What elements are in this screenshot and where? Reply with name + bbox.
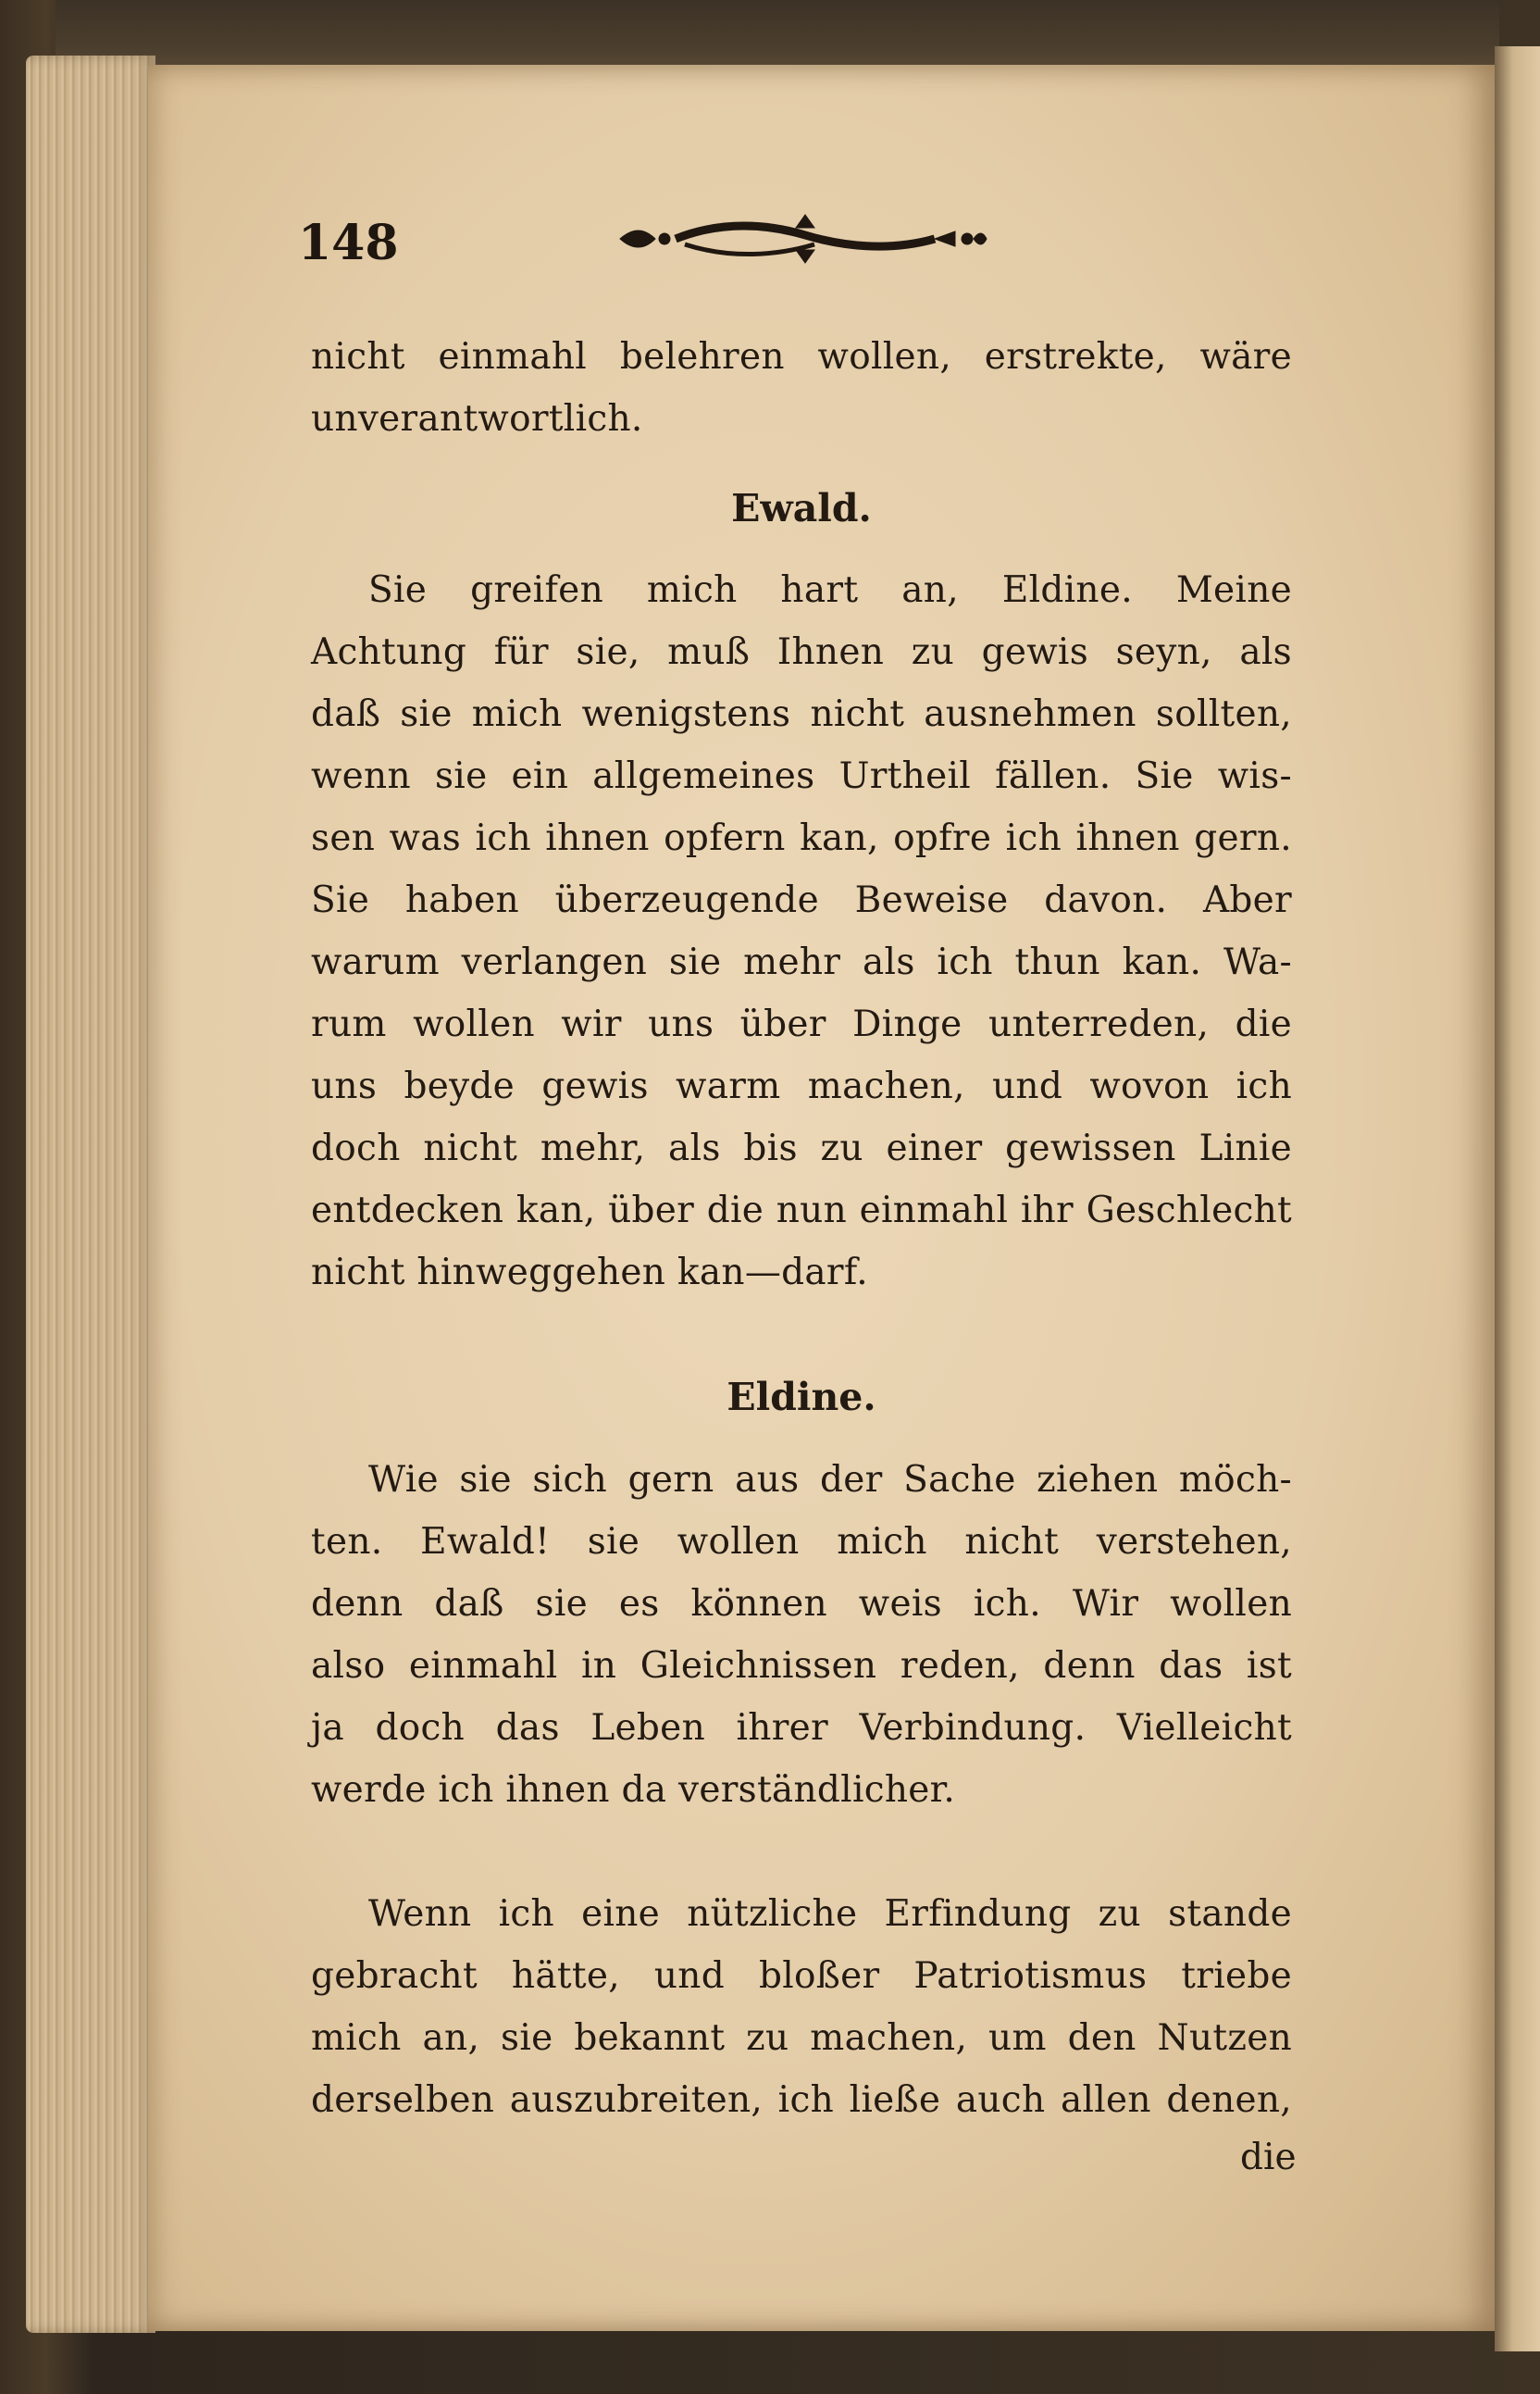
text-line: entdecken kan, über die nun einmahl ihr Geschlecht xyxy=(311,1190,1292,1231)
text-continuation xyxy=(311,326,1292,450)
text-paragraph xyxy=(311,1449,1292,1821)
book-cover-board xyxy=(56,0,1499,74)
adjacent-page-edge xyxy=(1495,46,1540,2351)
text-line: sen was ich ihnen opfern kan, opfre ich ihnen gern. xyxy=(311,817,1292,859)
text-line: daß sie mich wenigstens nicht ausnehmen sollten, xyxy=(311,693,1292,735)
catchword: die xyxy=(1240,2137,1297,2178)
text-line: nicht hinweggehen kan—darf. xyxy=(311,1252,868,1293)
text-line: ten. Ewald! sie wollen mich nicht verstehen, xyxy=(311,1521,1292,1563)
text-line: Sie greifen mich hart an, Eldine. Meine xyxy=(368,569,1292,611)
text-line: wenn sie ein allgemeines Urtheil fällen. Sie wis- xyxy=(311,755,1292,797)
text-line: uns beyde gewis warm machen, und wovon ich xyxy=(311,1066,1292,1107)
text-line: ja doch das Leben ihrer Verbindung. Vielleicht xyxy=(311,1707,1292,1749)
text-line: derselben auszubreiten, ich ließe auch allen denen, xyxy=(311,2079,1292,2121)
speaker-heading: Eldine. xyxy=(727,1375,876,1419)
text-line: rum wollen wir uns über Dinge unterreden, die xyxy=(311,1004,1292,1045)
text-line: mich an, sie bekannt zu machen, um den Nutzen xyxy=(311,2017,1292,2059)
decorative-vine-ornament-icon xyxy=(611,211,990,267)
page-edges xyxy=(26,56,155,2333)
speaker-heading: Ewald. xyxy=(731,486,872,530)
text-line: nicht einmahl belehren wollen, erstrekte, wäre xyxy=(311,336,1292,378)
text-line: gebracht hätte, und bloßer Patriotismus triebe xyxy=(311,1955,1292,1997)
text-line: denn daß sie es können weis ich. Wir wollen xyxy=(311,1583,1292,1625)
text-line: unverantwortlich. xyxy=(311,398,643,440)
text-line: werde ich ihnen da verständlicher. xyxy=(311,1769,956,1811)
page-number: 148 xyxy=(298,215,399,271)
text-line: Sie haben überzeugende Beweise davon. Aber xyxy=(311,879,1292,921)
text-line: Achtung für sie, muß Ihnen zu gewis seyn, als xyxy=(311,631,1292,673)
text-line: warum verlangen sie mehr als ich thun kan. Wa- xyxy=(311,941,1292,983)
text-line: Wie sie sich gern aus der Sache ziehen möch- xyxy=(368,1459,1292,1501)
text-line: also einmahl in Gleichnissen reden, denn das ist xyxy=(311,1645,1292,1687)
text-paragraph xyxy=(311,559,1292,1303)
text-line: Wenn ich eine nützliche Erfindung zu stande xyxy=(368,1893,1292,1935)
text-line: doch nicht mehr, als bis zu einer gewissen Linie xyxy=(311,1128,1292,1169)
text-paragraph xyxy=(311,1883,1292,2131)
